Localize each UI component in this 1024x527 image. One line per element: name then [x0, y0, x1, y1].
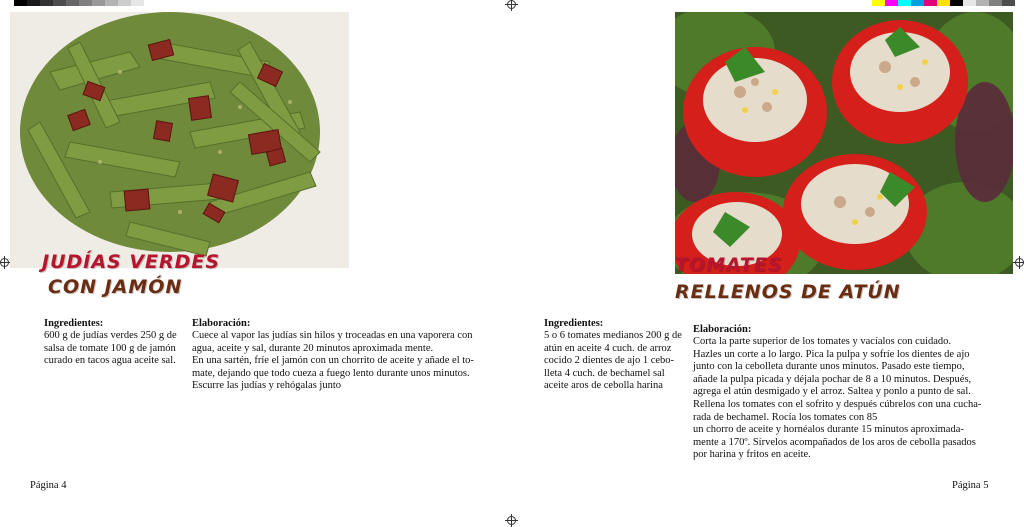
elaboration-heading: Elaboración:	[693, 324, 752, 335]
title-line1: JUDÍAS VERDES	[42, 251, 221, 273]
elaboration-line: mate, dejando que todo cueza a fuego lento durante unos minutos.	[192, 367, 470, 379]
elaboration-line: Escurre las judías y rehógalas junto	[192, 380, 341, 392]
elaboration-line: En una sartén, fríe el jamón con un chorrito de aceite y añade el to-	[192, 355, 474, 367]
elaboration-line: mente a 170º. Sírvelos acompañados de los aros de cebolla pasados	[693, 436, 976, 448]
ingredients-section	[544, 318, 694, 393]
green-beans-image	[10, 12, 349, 268]
elaboration-line: agua, aceite y sal, durante 20 minutos aproximada mente.	[192, 342, 434, 354]
page-number-right: Página 5	[952, 480, 989, 491]
elaboration-line: junto con la cebolleta durante unos minutos. Pasado este tiempo,	[693, 361, 965, 373]
ingredients-line: 600 g de judías verdes 250 g de	[44, 330, 177, 341]
elaboration-line: por harina y fritos en aceite.	[693, 449, 811, 461]
title-line2: RELLENOS DE ATÚN	[675, 281, 901, 303]
title-line2: CON JAMÓN	[48, 276, 183, 298]
title-line1: TOMATES	[675, 254, 783, 276]
registration-bar-left	[14, 0, 144, 6]
elaboration-section	[693, 324, 1003, 462]
crop-mark-top-center	[507, 0, 516, 9]
elaboration-line: Cuece al vapor las judías sin hilos y troceadas en una vaporera con	[192, 330, 473, 341]
page-number-left: Página 4	[30, 480, 67, 491]
crop-mark-right	[1015, 258, 1024, 267]
crop-mark-left	[0, 258, 9, 267]
ingredients-line: 5 o 6 tomates medianos 200 g de	[544, 330, 682, 341]
elaboration-line: un chorro de aceite y hornéalos durante 15 minutos aproximada-	[693, 424, 964, 436]
stuffed-tomatoes-image	[675, 12, 1013, 274]
elaboration-line: Rellena los tomates con el sofrito y después cúbrelos con una cucha-	[693, 398, 982, 410]
ingredients-line: curado en tacos agua aceite sal.	[44, 355, 176, 367]
elaboration-line: rada de bechamel. Rocía los tomates con 85	[693, 411, 878, 423]
elaboration-line: Hazles un corte a lo largo. Pica la pulpa y sofríe los dientes de ajo	[693, 348, 970, 360]
ingredients-heading: Ingredientes:	[544, 318, 604, 329]
photo-stuffed-tomatoes	[675, 12, 1013, 274]
ingredients-line: salsa de tomate 100 g de jamón	[44, 342, 176, 354]
elaboration-section	[192, 318, 492, 393]
photo-green-beans	[10, 12, 349, 268]
elaboration-line: agrega el atún desmigado y el arroz. Saltea y ponlo a punto de sal.	[693, 386, 971, 398]
elaboration-heading: Elaboración:	[192, 318, 251, 329]
elaboration-line: Corta la parte superior de los tomates y vacíalos con cuidado.	[693, 336, 952, 347]
ingredients-line: lleta 4 cuch. de bechamel sal	[544, 367, 665, 379]
ingredients-line: cocido 2 dientes de ajo 1 cebo-	[544, 355, 675, 367]
ingredients-heading: Ingredientes:	[44, 318, 104, 329]
registration-bar-right	[872, 0, 1015, 6]
ingredients-line: aceite aros de cebolla harina	[544, 380, 663, 392]
elaboration-line: añade la pulpa picada y déjala pochar de 8 a 10 minutos. Después,	[693, 373, 972, 385]
right-page	[512, 0, 1024, 524]
ingredients-line: atún en aceite 4 cuch. de arroz	[544, 342, 672, 354]
left-page	[0, 0, 512, 524]
ingredients-section	[44, 318, 184, 368]
